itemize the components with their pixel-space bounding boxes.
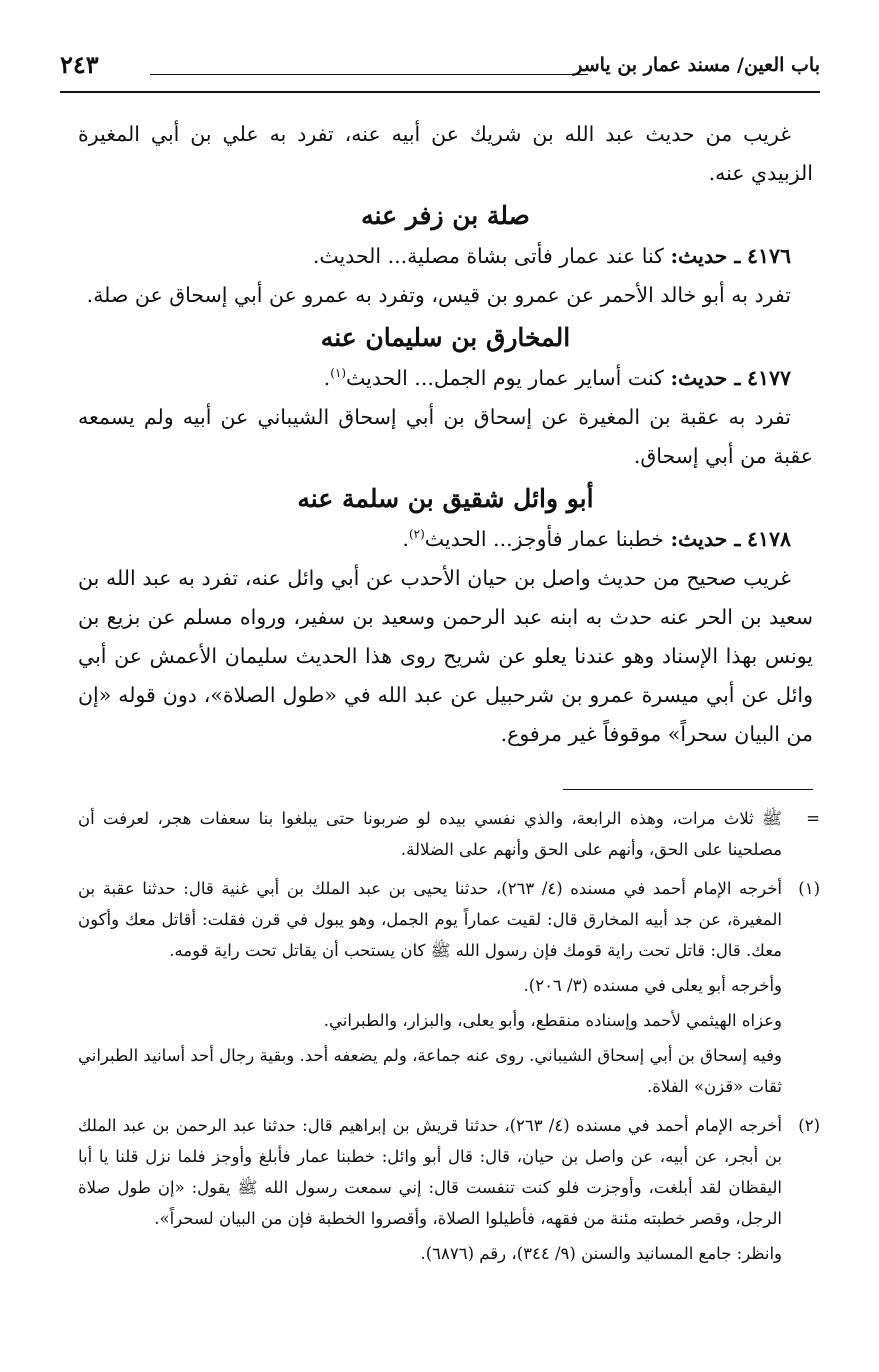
footnote (78, 803, 820, 865)
hadith-entry (78, 237, 813, 276)
footnote-paragraph: ﷺ ثلاث مرات، وهذه الرابعة، والذي نفسي بيده لو ضربونا حتى يبلغوا بنا سعفات هجر، لعرفت أن مصلحينا على الحق، وأنهم على الحق وأنهم على الضلالة. (78, 809, 782, 859)
hadith-label: ـ حديث: (670, 366, 741, 390)
main-body (78, 115, 813, 754)
footnote-marker: (١) (798, 879, 820, 898)
footnote-marker: (٢) (798, 1116, 820, 1135)
footnote-paragraph: أخرجه الإمام أحمد في مسنده (٤/ ٢٦٣)، حدثنا يحيى بن عبد الملك بن أبي غنية قال: حدثنا عقبة بن المغيرة، عن جد أبيه المخارق قال: لقيت عماراً يوم الجمل، وهو يبول في قرن فقلت: أقاتل معك وأكون معك. قال: قاتل تحت راية قومك فإن رسول الله ﷺ كان يستحب أن يقاتل تحت راية قومه. (78, 879, 782, 960)
intro-paragraph: غريب من حديث عبد الله بن شريك عن أبيه عنه، تفرد به علي بن أبي المغيرة الزبيدي عنه. (78, 122, 813, 185)
hadith-number: ٤١٧٨ (746, 527, 791, 551)
footnote-paragraph: وعزاه الهيثمي لأحمد وإسناده منقطع، وأبو يعلى، والبزار، والطبراني. (323, 1011, 782, 1030)
hadith-entry: ٤١٧٧ ـ حديث: كنت أساير عمار يوم الجمل... الحديث$^{(١)}$. (323, 366, 791, 390)
hadith-label: ـ حديث: (670, 244, 741, 268)
hadith-label: ـ حديث: (670, 527, 741, 551)
hadith-text: كنت أساير عمار يوم الجمل... الحديث (346, 366, 664, 390)
section (78, 195, 813, 315)
footnote (78, 1110, 820, 1269)
footnote-reference[interactable]: (٢) (408, 527, 425, 542)
commentary-paragraph: تفرد به عقبة بن المغيرة عن إسحاق بن أبي إسحاق الشيباني عن أبيه ولم يسمعه عقبة من أبي إسحاق. (78, 405, 813, 468)
footnote-separator (563, 789, 813, 790)
section-title: المخارق بن سليمان عنه (320, 323, 571, 352)
footnote-paragraph: وانظر: جامع المسانيد والسنن (٩/ ٣٤٤)، رقم (٦٨٧٦). (420, 1244, 782, 1263)
header-fill-line (150, 74, 588, 75)
hadith-text: كنا عند عمار فأتى بشاة مصلية... الحديث. (312, 244, 664, 268)
section-title: صلة بن زفر عنه (361, 201, 530, 230)
commentary-paragraph: تفرد به أبو خالد الأحمر عن عمرو بن قيس، وتفرد به عمرو عن أبي إسحاق عن صلة. (86, 283, 791, 307)
footnote (78, 873, 820, 1102)
page-number: ٢٤٣ (60, 50, 99, 79)
header-rule (60, 91, 820, 93)
hadith-entry: ٤١٧٨ ـ حديث: خطبنا عمار فأوجز... الحديث$^{(٢)}$. (402, 527, 791, 551)
running-header-title: باب العين/ مسند عمار بن ياسر (573, 54, 820, 76)
hadith-number: ٤١٧٧ (746, 366, 791, 390)
footnotes (78, 803, 820, 1269)
hadith-number: ٤١٧٦ (746, 244, 791, 268)
footnote-marker: = (806, 809, 820, 828)
footnote-paragraph: وفيه إسحاق بن أبي إسحاق الشيباني. روى عنه جماعة، ولم يضعفه أحد. وبقية رجال أحد أسانيد الطبراني ثقات «قزن» الفلاة. (78, 1046, 782, 1096)
hadith-text: خطبنا عمار فأوجز... الحديث (424, 527, 664, 551)
footnote-paragraph: وأخرجه أبو يعلى في مسنده (٣/ ٢٠٦). (523, 976, 782, 995)
section-title: أبو وائل شقيق بن سلمة عنه (297, 484, 594, 513)
running-header (60, 44, 820, 88)
commentary-paragraph: غريب صحيح من حديث واصل بن حيان الأحدب عن أبي وائل عنه، تفرد به عبد الله بن سعيد بن الحر عنه حدث به ابنه عبد الرحمن وسعيد بن سفير، ورواه مسلم عن بزيع بن يونس بهذا الإسناد وهو عندنا يعلو عن شريح روى هذا الحديث سليمان الأعمش عن أبي وائل عن أبي ميسرة عمرو بن شرحبيل عن عبد الله في «طول الصلاة»، دون قوله «إن من البيان سحراً» موقوفاً غير مرفوع. (78, 566, 813, 746)
footnote-paragraph: أخرجه الإمام أحمد في مسنده (٤/ ٢٦٣)، حدثنا قريش بن إبراهيم قال: حدثنا عبد الرحمن بن عبد الملك بن أبجر، عن أبيه، عن واصل بن حيان، قال: قال أبو وائل: خطبنا عمار فأبلغ وأوجز فلما نزل قلنا يا أبا اليقظان لقد أبلغت، وأوجزت فلو كنت تنفست قال: إني سمعت رسول الله ﷺ يقول: «إن طول صلاة الرجل، وقصر خطبته مئنة من فقهه، فأطيلوا الصلاة، وأقصروا الخطبة فإن من البيان لسحراً». (78, 1116, 782, 1228)
footnote-reference[interactable]: (١) (330, 366, 347, 381)
section (78, 478, 813, 754)
section (78, 317, 813, 476)
